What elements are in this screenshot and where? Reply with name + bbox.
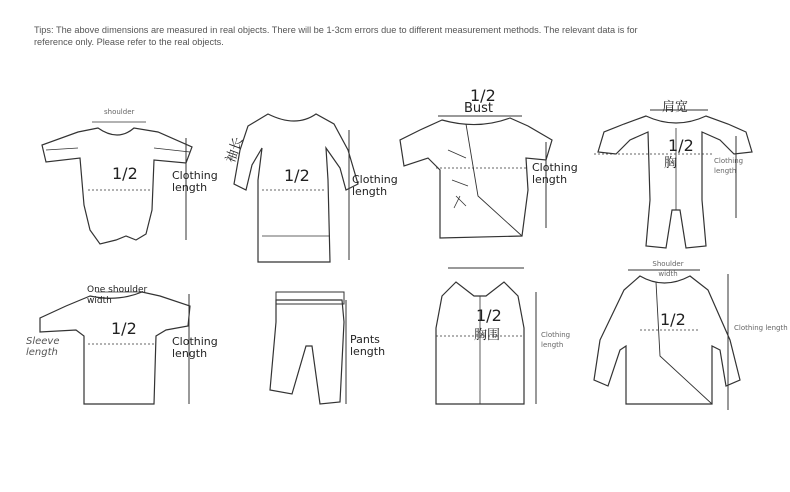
half-label: 1/2	[112, 164, 138, 183]
clothing-length-label: Clothing length	[714, 157, 744, 175]
clothing-length-label: Clothing length	[541, 331, 571, 349]
half-label: 1/2	[668, 136, 694, 155]
pants-length-label: Pants length	[350, 333, 386, 358]
half-label: 1/2	[660, 310, 686, 329]
gown-drawing	[234, 114, 358, 262]
clothing-length-label: Clothing length	[172, 335, 218, 360]
chest-circ-cn-label: 胸围	[474, 328, 501, 343]
vest-drawing	[436, 282, 524, 404]
half-label: 1/2	[470, 86, 496, 105]
shoulder-width-cn-label: 肩宽	[662, 100, 689, 115]
clothing-length-label: Clothing length	[172, 169, 218, 194]
clothing-length-label: Clothing length	[352, 173, 398, 198]
half-label: 1/2	[111, 319, 137, 338]
half-label: 1/2	[476, 306, 502, 325]
one-shoulder-width-label: One shoulder width	[87, 285, 148, 306]
kimono-long-sleeve-drawing	[594, 276, 740, 404]
shoulder-small-label: shoulder	[104, 108, 135, 116]
tips-text: Tips: The above dimensions are measured in real objects. There will be 1-3cm errors due to different measurement methods. The relevant data is for reference only. Please refer to the real objects.	[34, 25, 638, 47]
half-label: 1/2	[284, 166, 310, 185]
clothing-length-label: Clothing length	[734, 324, 788, 332]
sleeve-length-label: Sleeve length	[26, 336, 60, 358]
bust-label: Bust	[464, 101, 494, 116]
chest-cn-label: 胸	[664, 156, 678, 171]
clothing-length-label: Clothing length	[532, 161, 578, 186]
kimono-top-drawing	[400, 118, 552, 238]
sleeve-length-cn-label: 袖长	[223, 135, 247, 165]
bodysuit-drawing	[42, 128, 192, 244]
shoulder-width-label: Shoulder width	[652, 260, 684, 278]
pants-drawing	[270, 292, 344, 404]
